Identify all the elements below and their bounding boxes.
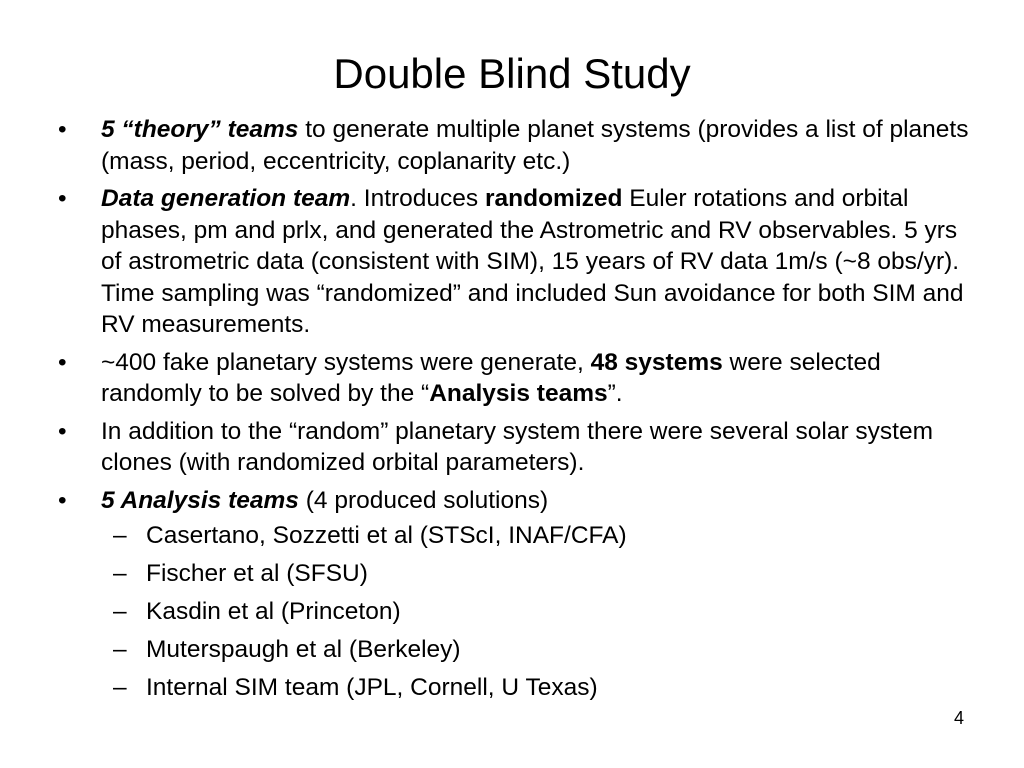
bullet-item-analysis-teams [58, 485, 978, 704]
sub-item-text: Internal SIM team (JPL, Cornell, U Texas) [146, 674, 598, 701]
bullet-marker-icon: • [58, 348, 67, 376]
sub-item-text: Casertano, Sozzetti et al (STScI, INAF/CFA) [146, 522, 627, 549]
sub-item [101, 520, 978, 552]
sub-item [101, 596, 978, 628]
bullet-marker-icon: • [58, 116, 67, 143]
bullet-text-segment: 5 “theory” teams [101, 116, 299, 143]
dash-marker-icon: – [113, 560, 127, 587]
dash-marker-icon: – [113, 636, 127, 663]
bullet-text-segment: ~400 fake planetary systems were generate, [101, 348, 591, 376]
bullet-list [58, 114, 978, 710]
sub-item [101, 634, 978, 666]
bullet-text-segment: . Introduces [350, 185, 485, 212]
bullet-item-fake-systems [58, 347, 978, 410]
bullet-item-solar-clones [58, 416, 978, 479]
bullet-marker-icon: • [58, 486, 67, 514]
bullet-text-segment: were selected randomly to be solved by the “ [101, 348, 881, 407]
sub-item-text: Fischer et al (SFSU) [146, 560, 368, 587]
sub-item [101, 672, 978, 704]
bullet-item-data-generation [58, 183, 978, 341]
bullet-text-segment: Data generation team [101, 185, 351, 212]
bullet-marker-icon: • [58, 185, 67, 212]
bullet-text-segment: ”. [607, 380, 623, 407]
bullet-item-theory-teams [58, 114, 978, 177]
bullet-text-segment: Analysis teams [429, 380, 608, 407]
bullet-text-segment: to generate multiple planet systems (provides a list of planets (mass, period, eccentricity, coplanarity etc.) [101, 116, 969, 175]
bullet-text-segment: 5 Analysis teams [101, 486, 299, 514]
bullet-text-segment: (4 produced solutions) [298, 486, 549, 514]
sub-item-text: Muterspaugh et al (Berkeley) [146, 636, 461, 663]
bullet-text-segment: randomized [484, 185, 623, 212]
analysis-teams-sublist [101, 520, 978, 704]
sub-item-text: Kasdin et al (Princeton) [146, 598, 401, 625]
dash-marker-icon: – [113, 598, 127, 625]
dash-marker-icon: – [113, 522, 127, 549]
sub-item [101, 558, 978, 590]
bullet-text-segment: 48 systems [590, 348, 723, 376]
bullet-text-segment: Euler rotations and orbital phases, pm and prlx, and generated the Astrometric and RV observables. 5 yrs of astrometric data (consistent with SIM), 15 years of RV data 1m/s (~8 obs/yr). Time sampling was “randomized” and included Sun avoidance for both SIM and RV measurements. [101, 185, 964, 338]
bullet-marker-icon: • [58, 417, 67, 445]
slide-title: Double Blind Study [333, 50, 691, 97]
page-number: 4 [953, 708, 964, 728]
dash-marker-icon: – [113, 674, 127, 701]
bullet-text-segment: In addition to the “random” planetary system there were several solar system clones (with randomized orbital parameters). [101, 417, 934, 476]
